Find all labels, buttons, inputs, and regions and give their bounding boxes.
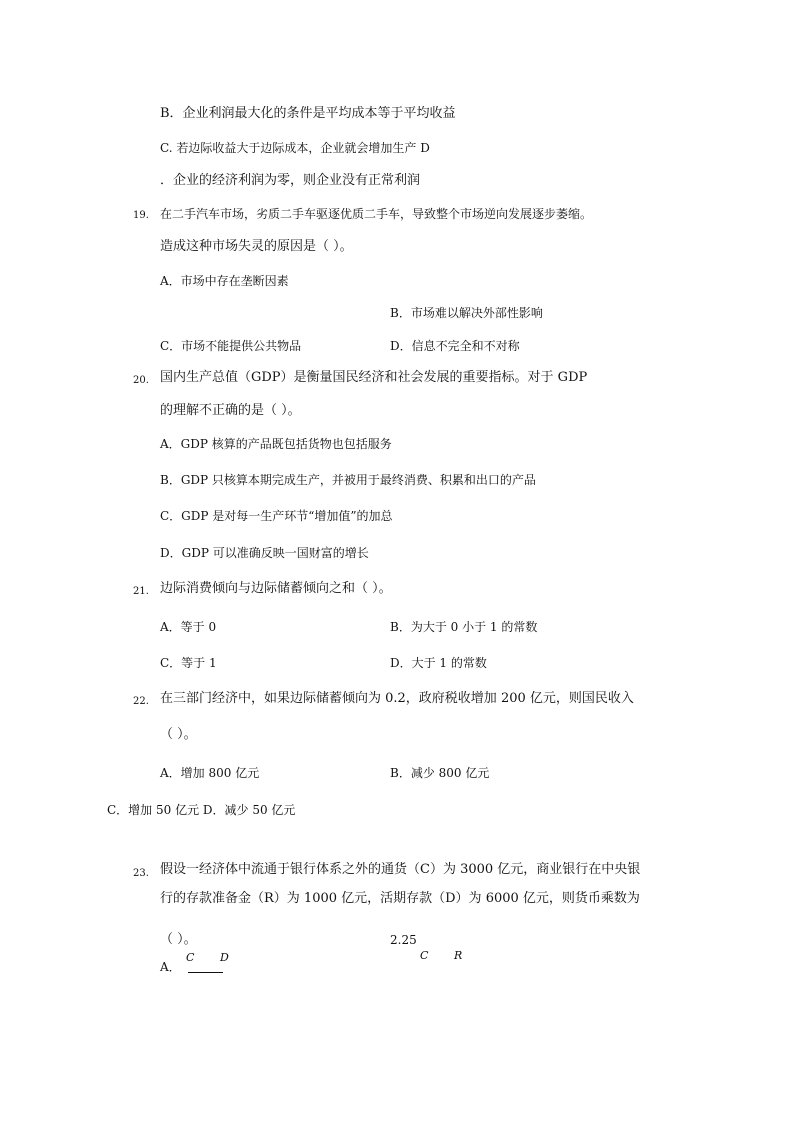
formula-numerator-d: D bbox=[220, 951, 229, 964]
question-text: （ ）。 bbox=[160, 932, 197, 947]
option-b: B．市场难以解决外部性影响 bbox=[390, 306, 543, 320]
question-number: 19. bbox=[133, 210, 149, 221]
question-text: （ ）。 bbox=[160, 727, 197, 742]
option-d: D．GDP 可以准确反映一国财富的增长 bbox=[160, 546, 369, 560]
option-b-line: B．企业利润最大化的条件是平均成本等于平均收益 bbox=[160, 106, 456, 121]
option-c: C．GDP 是对每一生产环节“增加值”的加总 bbox=[160, 509, 393, 523]
option-b: B．为大于 0 小于 1 的常数 bbox=[390, 620, 538, 634]
question-text: 在三部门经济中，如果边际储蓄倾向为 0.2，政府税收增加 200 亿元，则国民收入 bbox=[160, 691, 634, 706]
option-c-d: C．增加 50 亿元 D．减少 50 亿元 bbox=[107, 803, 296, 817]
option-a-label: A． bbox=[160, 960, 181, 974]
formula-numerator-c: C bbox=[186, 951, 195, 964]
question-text: 假设一经济体中流通于银行体系之外的通货（C）为 3000 亿元，商业银行在中央银 bbox=[160, 862, 641, 877]
option-b: B．减少 800 亿元 bbox=[390, 766, 490, 780]
question-number: 21. bbox=[133, 586, 149, 597]
option-d: D．信息不完全和不对称 bbox=[390, 339, 520, 353]
option-c: C．等于 1 bbox=[160, 656, 217, 670]
question-text: 边际消费倾向与边际储蓄倾向之和（ ）。 bbox=[160, 581, 392, 596]
question-text: 国内生产总值（GDP）是衡量国民经济和社会发展的重要指标。对于 GDP bbox=[160, 370, 588, 385]
question-number: 22. bbox=[133, 696, 149, 707]
option-a: A．等于 0 bbox=[160, 620, 217, 634]
question-number: 20. bbox=[133, 375, 149, 386]
option-b-value: 2.25 bbox=[390, 933, 417, 947]
option-a: A．GDP 核算的产品既包括货物也包括服务 bbox=[160, 437, 392, 451]
formula-r: R bbox=[454, 949, 463, 962]
question-text: 在二手汽车市场，劣质二手车驱逐优质二手车，导致整个市场逆向发展逐步萎缩。 bbox=[160, 207, 593, 221]
question-text: 的理解不正确的是（ ）。 bbox=[160, 403, 301, 418]
question-number: 23. bbox=[133, 868, 149, 879]
option-a: A．市场中存在垄断因素 bbox=[160, 274, 289, 288]
fraction-bar bbox=[188, 972, 223, 973]
question-text: 造成这种市场失灵的原因是（ ）。 bbox=[160, 239, 353, 254]
option-c: C．市场不能提供公共物品 bbox=[160, 339, 302, 353]
option-d: D．大于 1 的常数 bbox=[390, 656, 487, 670]
option-b: B．GDP 只核算本期完成生产，并被用于最终消费、积累和出口的产品 bbox=[160, 473, 536, 487]
option-d-line: ．企业的经济利润为零，则企业没有正常利润 bbox=[160, 173, 421, 188]
option-a: A．增加 800 亿元 bbox=[160, 766, 260, 780]
question-text: 行的存款准备金（R）为 1000 亿元，活期存款（D）为 6000 亿元，则货币乘数为 bbox=[160, 891, 640, 906]
formula-c: C bbox=[420, 949, 429, 962]
option-c-line: C. 若边际收益大于边际成本，企业就会增加生产 D bbox=[160, 141, 430, 155]
